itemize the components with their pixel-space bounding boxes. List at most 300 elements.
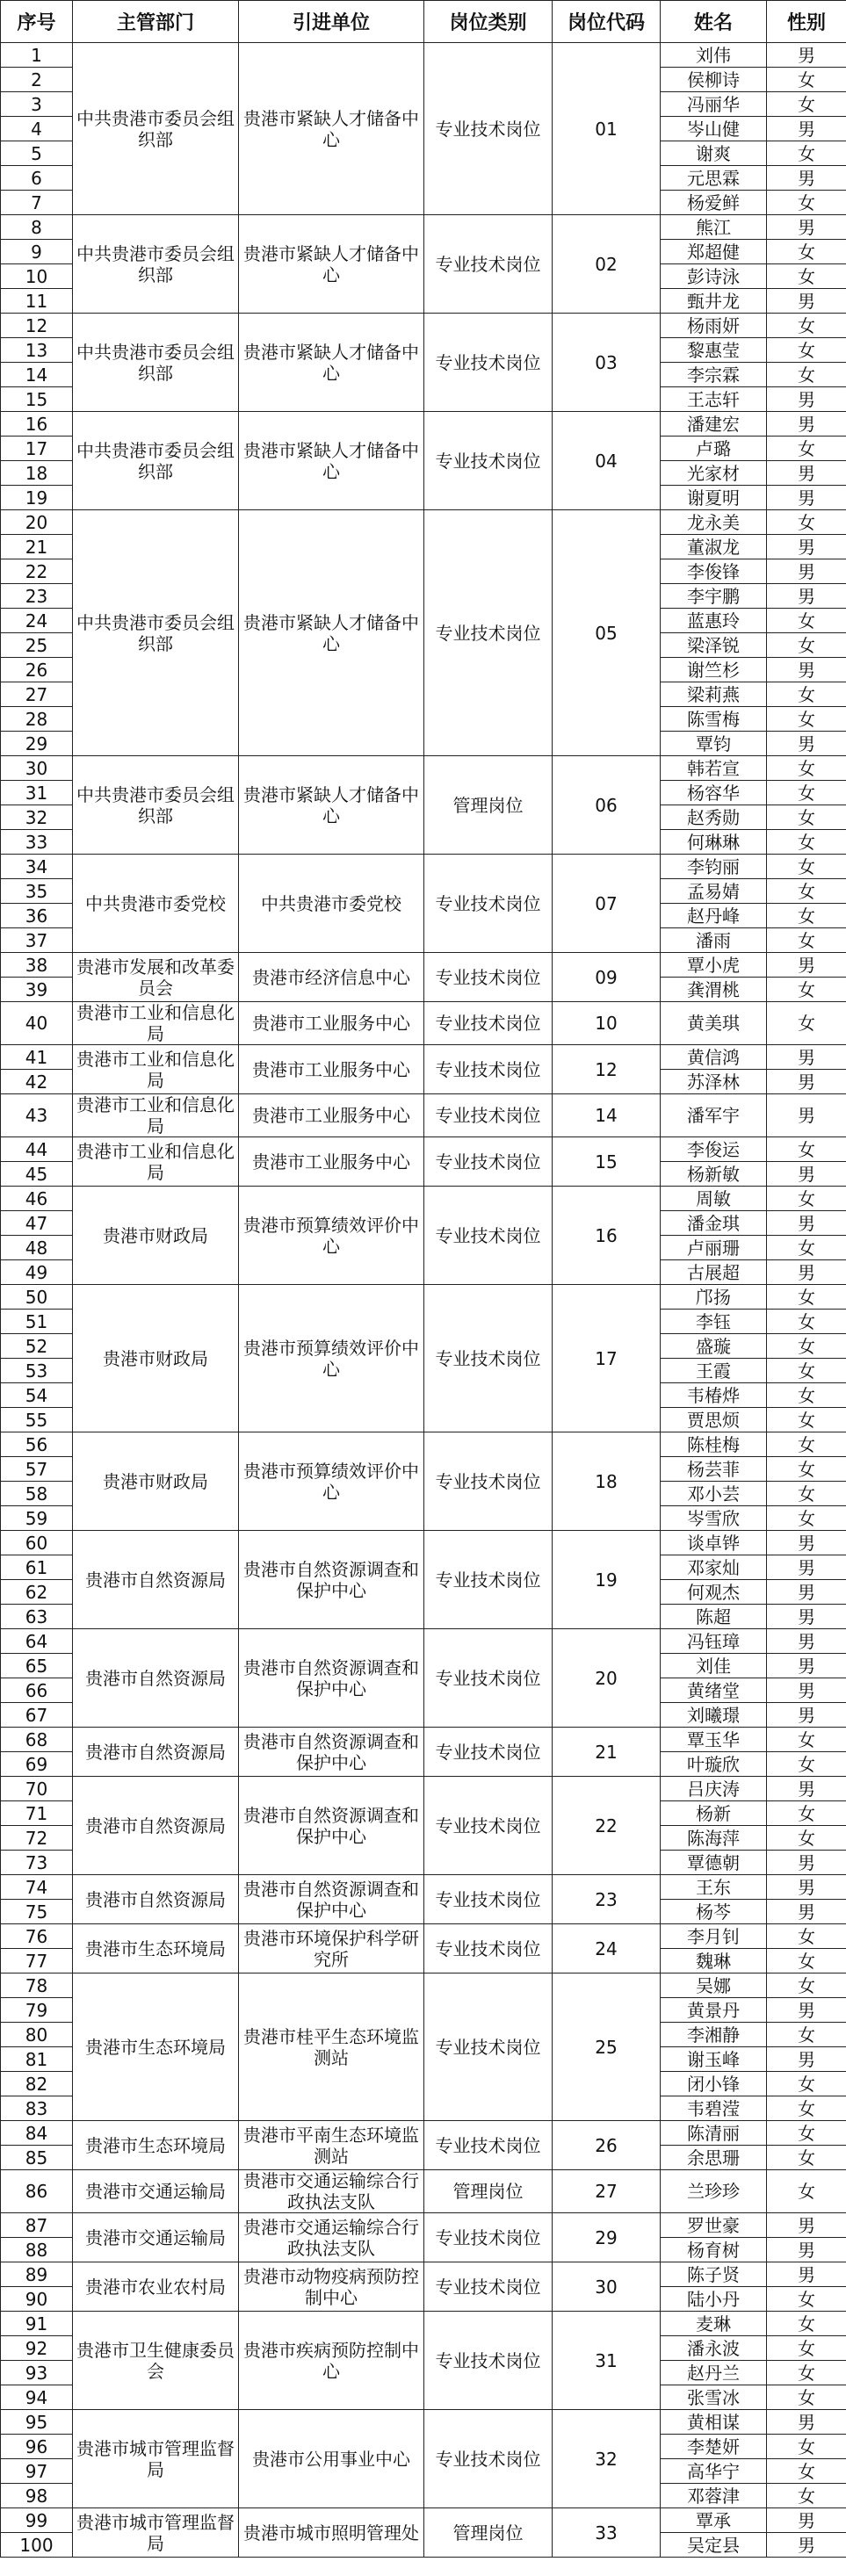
position-code-cell: 21 — [553, 1728, 661, 1777]
name-cell: 黄景丹 — [661, 1998, 767, 2023]
name-cell: 苏泽林 — [661, 1070, 767, 1094]
name-cell: 黎惠莹 — [661, 338, 767, 363]
sex-cell: 男 — [767, 1580, 846, 1605]
category-cell: 专业技术岗位 — [424, 2410, 553, 2508]
name-cell: 何琳琳 — [661, 830, 767, 855]
serial-cell: 96 — [1, 2435, 73, 2459]
sex-cell: 女 — [767, 1408, 846, 1432]
serial-cell: 92 — [1, 2336, 73, 2361]
name-cell: 王霞 — [661, 1359, 767, 1383]
serial-cell: 25 — [1, 633, 73, 658]
sex-cell: 男 — [767, 461, 846, 486]
serial-cell: 18 — [1, 461, 73, 486]
name-cell: 陈超 — [661, 1605, 767, 1629]
name-cell: 卢璐 — [661, 437, 767, 461]
unit-cell: 贵港市预算绩效评价中心 — [239, 1285, 424, 1432]
sex-cell: 女 — [767, 1236, 846, 1260]
sex-cell: 女 — [767, 510, 846, 535]
sex-cell: 女 — [767, 2459, 846, 2484]
unit-cell: 贵港市紧缺人才储备中心 — [239, 314, 424, 412]
department-cell: 贵港市农业农村局 — [73, 2262, 239, 2312]
unit-cell: 贵港市紧缺人才储备中心 — [239, 756, 424, 855]
serial-cell: 15 — [1, 387, 73, 412]
serial-cell: 48 — [1, 1236, 73, 1260]
table-row — [1, 1285, 846, 1310]
sex-cell: 女 — [767, 707, 846, 732]
sex-cell: 男 — [767, 1629, 846, 1654]
category-cell: 管理岗位 — [424, 2508, 553, 2558]
sex-cell: 女 — [767, 68, 846, 92]
serial-cell: 2 — [1, 68, 73, 92]
sex-cell: 女 — [767, 1432, 846, 1457]
name-cell: 陈雪梅 — [661, 707, 767, 732]
serial-cell: 29 — [1, 732, 73, 756]
department-cell: 贵港市交通运输局 — [73, 2170, 239, 2213]
unit-cell: 贵港市城市照明管理处 — [239, 2508, 424, 2558]
name-cell: 潘雨 — [661, 928, 767, 953]
department-cell: 贵港市自然资源局 — [73, 1875, 239, 1924]
table-row — [1, 1045, 846, 1070]
sex-cell: 男 — [767, 2238, 846, 2262]
name-cell: 陈桂梅 — [661, 1432, 767, 1457]
serial-cell: 46 — [1, 1187, 73, 1211]
unit-cell: 中共贵港市委党校 — [239, 855, 424, 953]
name-cell: 王东 — [661, 1875, 767, 1900]
sex-cell: 女 — [767, 928, 846, 953]
serial-cell: 57 — [1, 1457, 73, 1482]
sex-cell: 男 — [767, 1162, 846, 1187]
sex-cell: 女 — [767, 904, 846, 928]
serial-cell: 87 — [1, 2213, 73, 2238]
unit-cell: 贵港市自然资源调查和保护中心 — [239, 1728, 424, 1777]
serial-cell: 98 — [1, 2484, 73, 2508]
sex-cell: 女 — [767, 2023, 846, 2047]
name-cell: 高华宁 — [661, 2459, 767, 2484]
serial-cell: 60 — [1, 1531, 73, 1555]
serial-cell: 89 — [1, 2262, 73, 2287]
header-category: 岗位类别 — [424, 1, 553, 43]
category-cell: 专业技术岗位 — [424, 1531, 553, 1629]
name-cell: 谢爽 — [661, 141, 767, 166]
serial-cell: 94 — [1, 2385, 73, 2410]
sex-cell: 女 — [767, 805, 846, 830]
department-cell: 贵港市财政局 — [73, 1432, 239, 1531]
category-cell: 专业技术岗位 — [424, 1094, 553, 1137]
sex-cell: 女 — [767, 855, 846, 879]
name-cell: 黄绪堂 — [661, 1678, 767, 1703]
name-cell: 元思霖 — [661, 166, 767, 191]
sex-cell: 女 — [767, 141, 846, 166]
sex-cell: 女 — [767, 682, 846, 707]
position-code-cell: 15 — [553, 1137, 661, 1187]
serial-cell: 26 — [1, 658, 73, 682]
sex-cell: 女 — [767, 240, 846, 264]
serial-cell: 81 — [1, 2047, 73, 2072]
sex-cell: 女 — [767, 264, 846, 289]
department-cell: 中共贵港市委员会组织部 — [73, 412, 239, 510]
sex-cell: 女 — [767, 191, 846, 215]
name-cell: 刘曦璟 — [661, 1703, 767, 1728]
name-cell: 张雪冰 — [661, 2385, 767, 2410]
table-row — [1, 510, 846, 535]
position-code-cell: 30 — [553, 2262, 661, 2312]
name-cell: 冯丽华 — [661, 92, 767, 117]
sex-cell: 男 — [767, 658, 846, 682]
serial-cell: 76 — [1, 1924, 73, 1949]
sex-cell: 女 — [767, 1457, 846, 1482]
sex-cell: 女 — [767, 830, 846, 855]
position-code-cell: 06 — [553, 756, 661, 855]
serial-cell: 13 — [1, 338, 73, 363]
category-cell: 管理岗位 — [424, 756, 553, 855]
name-cell: 梁泽锐 — [661, 633, 767, 658]
department-cell: 贵港市工业和信息化局 — [73, 1045, 239, 1094]
sex-cell: 男 — [767, 166, 846, 191]
serial-cell: 71 — [1, 1801, 73, 1826]
serial-cell: 23 — [1, 584, 73, 609]
table-row — [1, 2312, 846, 2336]
serial-cell: 100 — [1, 2533, 73, 2558]
name-cell: 潘军宇 — [661, 1094, 767, 1137]
sex-cell: 男 — [767, 1851, 846, 1875]
name-cell: 李楚妍 — [661, 2435, 767, 2459]
category-cell: 专业技术岗位 — [424, 1924, 553, 1973]
name-cell: 陆小丹 — [661, 2287, 767, 2312]
department-cell: 中共贵港市委员会组织部 — [73, 314, 239, 412]
name-cell: 韦椿烨 — [661, 1383, 767, 1408]
sex-cell: 男 — [767, 1703, 846, 1728]
position-code-cell: 07 — [553, 855, 661, 953]
name-cell: 杨育树 — [661, 2238, 767, 2262]
serial-cell: 10 — [1, 264, 73, 289]
name-cell: 王志轩 — [661, 387, 767, 412]
department-cell: 贵港市生态环境局 — [73, 1973, 239, 2121]
position-code-cell: 04 — [553, 412, 661, 510]
sex-cell: 女 — [767, 1826, 846, 1851]
sex-cell: 女 — [767, 2361, 846, 2385]
name-cell: 侯柳诗 — [661, 68, 767, 92]
table-row — [1, 314, 846, 338]
unit-cell: 贵港市自然资源调查和保护中心 — [239, 1629, 424, 1728]
unit-cell: 贵港市工业服务中心 — [239, 1045, 424, 1094]
name-cell: 杨新敏 — [661, 1162, 767, 1187]
department-cell: 中共贵港市委员会组织部 — [73, 510, 239, 756]
sex-cell: 男 — [767, 387, 846, 412]
category-cell: 专业技术岗位 — [424, 1973, 553, 2121]
position-code-cell: 16 — [553, 1187, 661, 1285]
category-cell: 专业技术岗位 — [424, 1137, 553, 1187]
name-cell: 孟易婧 — [661, 879, 767, 904]
name-cell: 余思珊 — [661, 2146, 767, 2170]
name-cell: 覃德朝 — [661, 1851, 767, 1875]
category-cell: 专业技术岗位 — [424, 510, 553, 756]
name-cell: 梁莉燕 — [661, 682, 767, 707]
table-row — [1, 953, 846, 978]
table-row — [1, 1187, 846, 1211]
sex-cell: 女 — [767, 437, 846, 461]
unit-cell: 贵港市疾病预防控制中心 — [239, 2312, 424, 2410]
header-code: 岗位代码 — [553, 1, 661, 43]
serial-cell: 99 — [1, 2508, 73, 2533]
serial-cell: 12 — [1, 314, 73, 338]
sex-cell: 男 — [767, 1900, 846, 1924]
name-cell: 何观杰 — [661, 1580, 767, 1605]
serial-cell: 65 — [1, 1654, 73, 1678]
serial-cell: 42 — [1, 1070, 73, 1094]
name-cell: 邓小芸 — [661, 1482, 767, 1506]
table-row — [1, 2508, 846, 2533]
department-cell: 中共贵港市委党校 — [73, 855, 239, 953]
table-row — [1, 215, 846, 240]
serial-cell: 73 — [1, 1851, 73, 1875]
sex-cell: 女 — [767, 2336, 846, 2361]
sex-cell: 女 — [767, 1310, 846, 1334]
unit-cell: 贵港市公用事业中心 — [239, 2410, 424, 2508]
serial-cell: 30 — [1, 756, 73, 781]
sex-cell: 男 — [767, 2047, 846, 2072]
serial-cell: 34 — [1, 855, 73, 879]
name-cell: 陈海萍 — [661, 1826, 767, 1851]
name-cell: 韦碧滢 — [661, 2096, 767, 2121]
name-cell: 甄井龙 — [661, 289, 767, 314]
serial-cell: 70 — [1, 1777, 73, 1801]
sex-cell: 男 — [767, 559, 846, 584]
name-cell: 黄美琪 — [661, 1002, 767, 1045]
header-row — [1, 1, 846, 43]
serial-cell: 82 — [1, 2072, 73, 2096]
serial-cell: 58 — [1, 1482, 73, 1506]
department-cell: 贵港市自然资源局 — [73, 1629, 239, 1728]
serial-cell: 35 — [1, 879, 73, 904]
serial-cell: 6 — [1, 166, 73, 191]
sex-cell: 男 — [767, 43, 846, 68]
category-cell: 专业技术岗位 — [424, 1002, 553, 1045]
serial-cell: 32 — [1, 805, 73, 830]
name-cell: 覃玉华 — [661, 1728, 767, 1752]
sex-cell: 男 — [767, 412, 846, 437]
department-cell: 中共贵港市委员会组织部 — [73, 215, 239, 314]
serial-cell: 79 — [1, 1998, 73, 2023]
name-cell: 谈卓铧 — [661, 1531, 767, 1555]
category-cell: 专业技术岗位 — [424, 215, 553, 314]
category-cell: 专业技术岗位 — [424, 2213, 553, 2262]
name-cell: 魏琳 — [661, 1949, 767, 1973]
position-code-cell: 22 — [553, 1777, 661, 1875]
sex-cell: 男 — [767, 953, 846, 978]
serial-cell: 14 — [1, 363, 73, 387]
category-cell: 专业技术岗位 — [424, 1875, 553, 1924]
name-cell: 叶璇欣 — [661, 1752, 767, 1777]
department-cell: 贵港市自然资源局 — [73, 1531, 239, 1629]
serial-cell: 93 — [1, 2361, 73, 2385]
sex-cell: 女 — [767, 1506, 846, 1531]
name-cell: 潘建宏 — [661, 412, 767, 437]
unit-cell: 贵港市工业服务中心 — [239, 1002, 424, 1045]
sex-cell: 男 — [767, 1875, 846, 1900]
table-row — [1, 2121, 846, 2146]
serial-cell: 77 — [1, 1949, 73, 1973]
name-cell: 陈清丽 — [661, 2121, 767, 2146]
sex-cell: 男 — [767, 1260, 846, 1285]
position-code-cell: 05 — [553, 510, 661, 756]
unit-cell: 贵港市紧缺人才储备中心 — [239, 43, 424, 215]
category-cell: 专业技术岗位 — [424, 2312, 553, 2410]
unit-cell: 贵港市工业服务中心 — [239, 1094, 424, 1137]
serial-cell: 4 — [1, 117, 73, 141]
sex-cell: 男 — [767, 215, 846, 240]
department-cell: 贵港市发展和改革委员会 — [73, 953, 239, 1002]
serial-cell: 84 — [1, 2121, 73, 2146]
sex-cell: 女 — [767, 781, 846, 805]
name-cell: 谢玉峰 — [661, 2047, 767, 2072]
sex-cell: 女 — [767, 609, 846, 633]
sex-cell: 女 — [767, 1924, 846, 1949]
name-cell: 李宗霖 — [661, 363, 767, 387]
sex-cell: 女 — [767, 2072, 846, 2096]
sex-cell: 女 — [767, 978, 846, 1002]
name-cell: 赵丹峰 — [661, 904, 767, 928]
name-cell: 李湘静 — [661, 2023, 767, 2047]
serial-cell: 90 — [1, 2287, 73, 2312]
category-cell: 专业技术岗位 — [424, 1045, 553, 1094]
sex-cell: 女 — [767, 2170, 846, 2213]
header-unit: 引进单位 — [239, 1, 424, 43]
name-cell: 覃小虎 — [661, 953, 767, 978]
sex-cell: 男 — [767, 1094, 846, 1137]
name-cell: 蓝惠玲 — [661, 609, 767, 633]
sex-cell: 女 — [767, 756, 846, 781]
serial-cell: 55 — [1, 1408, 73, 1432]
department-cell: 贵港市城市管理监督局 — [73, 2508, 239, 2558]
position-code-cell: 02 — [553, 215, 661, 314]
unit-cell: 贵港市动物疫病预防控制中心 — [239, 2262, 424, 2312]
serial-cell: 27 — [1, 682, 73, 707]
sex-cell: 男 — [767, 1555, 846, 1580]
serial-cell: 54 — [1, 1383, 73, 1408]
position-code-cell: 32 — [553, 2410, 661, 2508]
category-cell: 专业技术岗位 — [424, 855, 553, 953]
unit-cell: 贵港市预算绩效评价中心 — [239, 1187, 424, 1285]
name-cell: 杨芩 — [661, 1900, 767, 1924]
serial-cell: 59 — [1, 1506, 73, 1531]
serial-cell: 38 — [1, 953, 73, 978]
sex-cell: 女 — [767, 879, 846, 904]
serial-cell: 40 — [1, 1002, 73, 1045]
category-cell: 专业技术岗位 — [424, 1432, 553, 1531]
serial-cell: 50 — [1, 1285, 73, 1310]
category-cell: 专业技术岗位 — [424, 1285, 553, 1432]
position-code-cell: 25 — [553, 1973, 661, 2121]
position-code-cell: 29 — [553, 2213, 661, 2262]
name-cell: 杨雨妍 — [661, 314, 767, 338]
serial-cell: 91 — [1, 2312, 73, 2336]
name-cell: 吴娜 — [661, 1973, 767, 1998]
department-cell: 贵港市工业和信息化局 — [73, 1137, 239, 1187]
serial-cell: 64 — [1, 1629, 73, 1654]
table-row — [1, 1924, 846, 1949]
serial-cell: 85 — [1, 2146, 73, 2170]
name-cell: 谢竺杉 — [661, 658, 767, 682]
name-cell: 黄相谋 — [661, 2410, 767, 2435]
unit-cell: 贵港市自然资源调查和保护中心 — [239, 1875, 424, 1924]
serial-cell: 41 — [1, 1045, 73, 1070]
serial-cell: 67 — [1, 1703, 73, 1728]
name-cell: 李俊锋 — [661, 559, 767, 584]
name-cell: 龙永美 — [661, 510, 767, 535]
sex-cell: 女 — [767, 2121, 846, 2146]
department-cell: 中共贵港市委员会组织部 — [73, 43, 239, 215]
serial-cell: 16 — [1, 412, 73, 437]
name-cell: 盛璇 — [661, 1334, 767, 1359]
unit-cell: 贵港市紧缺人才储备中心 — [239, 215, 424, 314]
category-cell: 专业技术岗位 — [424, 1777, 553, 1875]
table-row — [1, 2170, 846, 2213]
serial-cell: 22 — [1, 559, 73, 584]
position-code-cell: 10 — [553, 1002, 661, 1045]
unit-cell: 贵港市自然资源调查和保护中心 — [239, 1531, 424, 1629]
name-cell: 杨爱鲜 — [661, 191, 767, 215]
sex-cell: 女 — [767, 363, 846, 387]
serial-cell: 88 — [1, 2238, 73, 2262]
position-code-cell: 27 — [553, 2170, 661, 2213]
department-cell: 贵港市自然资源局 — [73, 1777, 239, 1875]
category-cell: 专业技术岗位 — [424, 1629, 553, 1728]
name-cell: 赵丹兰 — [661, 2361, 767, 2385]
position-code-cell: 09 — [553, 953, 661, 1002]
department-cell: 贵港市生态环境局 — [73, 1924, 239, 1973]
name-cell: 彭诗泳 — [661, 264, 767, 289]
name-cell: 李宇鹏 — [661, 584, 767, 609]
serial-cell: 63 — [1, 1605, 73, 1629]
sex-cell: 女 — [767, 314, 846, 338]
name-cell: 黄信鸿 — [661, 1045, 767, 1070]
sex-cell: 男 — [767, 1998, 846, 2023]
department-cell: 贵港市财政局 — [73, 1187, 239, 1285]
department-cell: 贵港市城市管理监督局 — [73, 2410, 239, 2508]
name-cell: 刘佳 — [661, 1654, 767, 1678]
department-cell: 贵港市财政局 — [73, 1285, 239, 1432]
sex-cell: 女 — [767, 1334, 846, 1359]
category-cell: 专业技术岗位 — [424, 412, 553, 510]
sex-cell: 男 — [767, 1777, 846, 1801]
sex-cell: 女 — [767, 1187, 846, 1211]
position-code-cell: 31 — [553, 2312, 661, 2410]
sex-cell: 男 — [767, 2533, 846, 2558]
sex-cell: 女 — [767, 92, 846, 117]
serial-cell: 80 — [1, 2023, 73, 2047]
name-cell: 杨容华 — [661, 781, 767, 805]
name-cell: 董淑龙 — [661, 535, 767, 559]
serial-cell: 3 — [1, 92, 73, 117]
category-cell: 专业技术岗位 — [424, 314, 553, 412]
name-cell: 冯钰璋 — [661, 1629, 767, 1654]
name-cell: 赵秀勋 — [661, 805, 767, 830]
serial-cell: 97 — [1, 2459, 73, 2484]
sex-cell: 女 — [767, 1002, 846, 1045]
unit-cell: 贵港市自然资源调查和保护中心 — [239, 1777, 424, 1875]
serial-cell: 17 — [1, 437, 73, 461]
name-cell: 邓蓉津 — [661, 2484, 767, 2508]
unit-cell: 贵港市紧缺人才储备中心 — [239, 412, 424, 510]
serial-cell: 43 — [1, 1094, 73, 1137]
serial-cell: 83 — [1, 2096, 73, 2121]
serial-cell: 8 — [1, 215, 73, 240]
table-row — [1, 2262, 846, 2287]
category-cell: 专业技术岗位 — [424, 1187, 553, 1285]
position-code-cell: 17 — [553, 1285, 661, 1432]
table-row — [1, 1728, 846, 1752]
name-cell: 李俊运 — [661, 1137, 767, 1162]
